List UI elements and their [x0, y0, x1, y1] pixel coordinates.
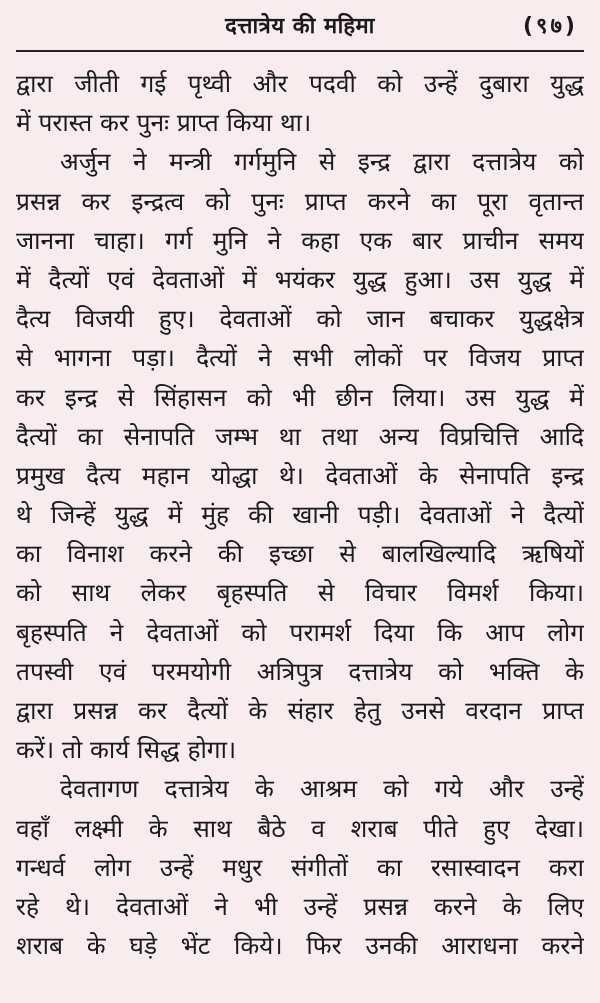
text-line: करें। तो कार्य सिद्ध होगा।: [16, 735, 237, 765]
page-header: [16, 0, 584, 50]
text-line: कर इन्द्र से सिंहासन को भी छीन लिया। उस युद्ध में: [16, 382, 584, 412]
text-line: द्वारा प्रसन्न कर दैत्यों के संहार हेतु उनसे वरदान प्राप्त: [16, 696, 584, 725]
text-line: शराब के घड़े भेंट किये। फिर उनकी आराधना करने: [16, 931, 584, 961]
page-number: (९७): [523, 14, 578, 39]
text-line: बृहस्पति ने देवताओं को परामर्श दिया कि आप लोग: [16, 617, 584, 647]
page-body: [16, 50, 584, 965]
text-line: अर्जुन ने मन्त्री गर्गमुनि से इन्द्र द्वारा दत्तात्रेय को: [60, 147, 584, 177]
text-line: प्रसन्न कर इन्द्रत्व को पुनः प्राप्त करने का पूरा वृतान्त: [16, 186, 584, 216]
text-line: द्वारा जीती गई पृथ्वी और पदवी को उन्हें दुबारा युद्ध: [16, 69, 584, 98]
text-line: वहाँ लक्ष्मी के साथ बैठे व शराब पीते हुए देखा।: [16, 813, 584, 843]
header-rule: [16, 50, 584, 52]
text-line: जानना चाहा। गर्ग मुनि ने कहा एक बार प्राचीन समय: [16, 225, 584, 255]
text-line: देवतागण दत्तात्रेय के आश्रम को गये और उन्हें: [60, 774, 584, 804]
text-line: तपस्वी एवं परमयोगी अत्रिपुत्र दत्तात्रेय को भक्ति के: [16, 656, 584, 686]
text-line: को साथ लेकर बृहस्पति से विचार विमर्श किया।: [16, 578, 584, 608]
text-line: रहे थे। देवताओं ने भी उन्हें प्रसन्न करने के लिए: [16, 891, 584, 921]
text-line: दैत्य विजयी हुए। देवताओं को जान बचाकर युद्धक्षेत्र: [16, 304, 584, 334]
text-line: प्रमुख दैत्य महान योद्धा थे। देवताओं के सेनापति इन्द्र: [16, 460, 584, 490]
text-line: का विनाश करने की इच्छा से बालखिल्यादि ऋषियों: [16, 539, 584, 569]
text-line: में दैत्यों एवं देवताओं में भयंकर युद्ध हुआ। उस युद्ध में: [16, 264, 584, 294]
text-line: से भागना पड़ा। दैत्यों ने सभी लोकों पर विजय प्राप्त: [16, 343, 584, 373]
running-title: दत्तात्रेय की महिमा: [225, 14, 375, 39]
text-line: दैत्यों का सेनापति जम्भ था तथा अन्य विप्रचित्ति आदि: [16, 421, 584, 451]
text-line: में परास्त कर पुनः प्राप्त किया था।: [16, 108, 312, 138]
text-line: थे जिन्हें युद्ध में मुंह की खानी पड़ी। देवताओं ने दैत्यों: [16, 500, 584, 530]
text-line: गन्धर्व लोग उन्हें मधुर संगीतों का रसास्वादन करा: [16, 852, 584, 882]
